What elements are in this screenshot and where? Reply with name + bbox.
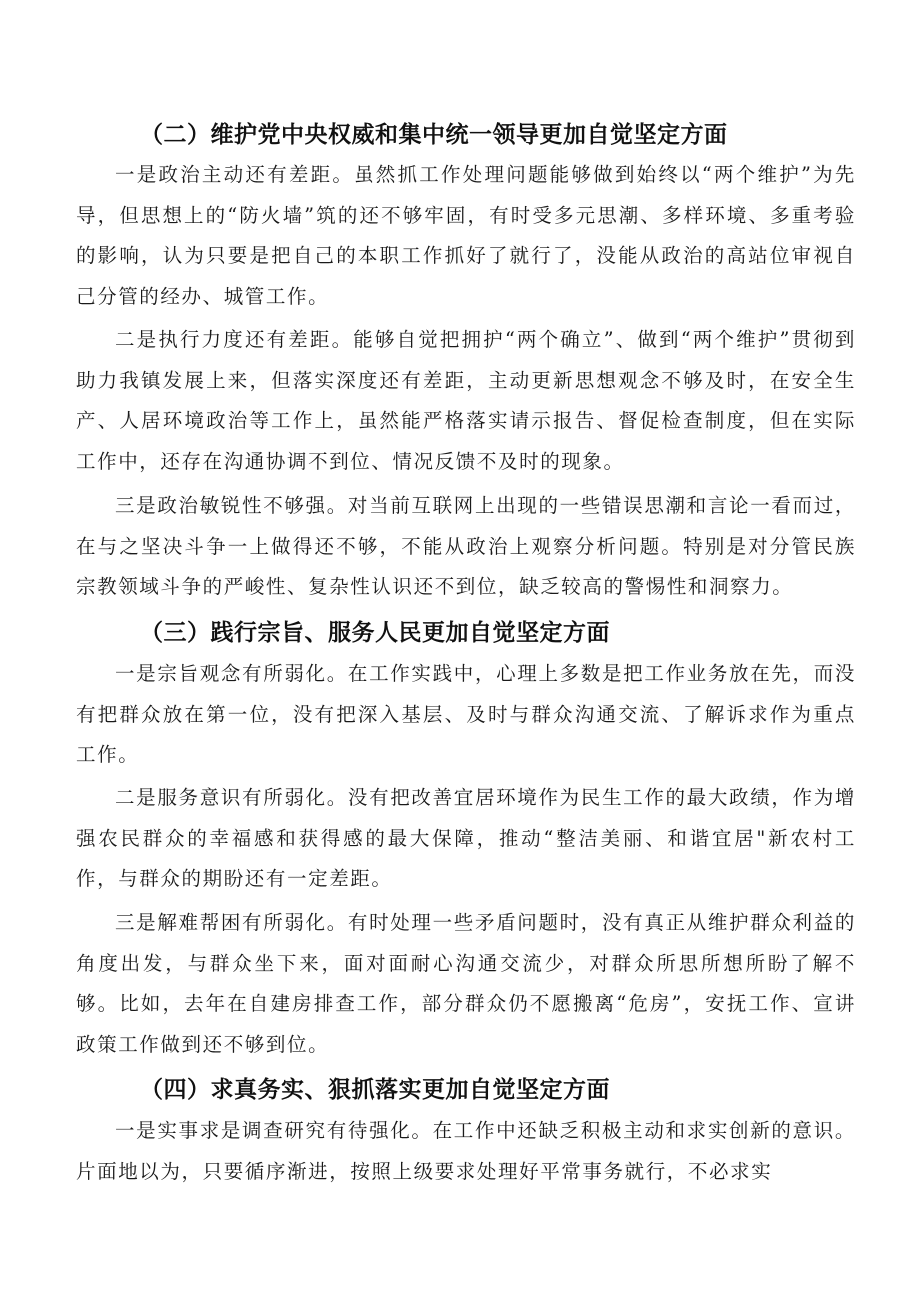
paragraph-3-1: 一是宗旨观念有所弱化。在工作实践中，心理上多数是把工作业务放在先，而没有把群众放在第一位，没有把深入基层、及时与群众沟通交流、了解诉求作为重点工作。: [76, 662, 856, 766]
paragraph-4-1: 一是实事求是调查研究有待强化。在工作中还缺乏积极主动和求实创新的意识。片面地以为，只要循序渐进，按照上级要求处理好平常事务就行，不必求实: [76, 1119, 856, 1183]
paragraph-2-1: 一是政治主动还有差距。虽然抓工作处理问题能够做到始终以“两个维护”为先导，但思想上的“防火墙”筑的还不够牢固，有时受多元思潮、多样环境、多重考验的影响，认为只要是把自己的本职工作抓好了就行了，没能从政治的高站位审视自己分管的经办、城管工作。: [76, 163, 856, 308]
section-heading-2: （二）维护党中央权威和集中统一领导更加自觉坚定方面: [140, 122, 728, 148]
section-heading-3: （三）践行宗旨、服务人民更加自觉坚定方面: [140, 620, 610, 646]
paragraph-3-3: 三是解难帮困有所弱化。有时处理一些矛盾问题时，没有真正从维护群众利益的角度出发，与群众坐下来，面对面耐心沟通交流少，对群众所思所想所盼了解不够。比如，去年在自建房排查工作，部分群众仍不愿搬离“危房”，安抚工作、宣讲政策工作做到还不够到位。: [76, 911, 856, 1056]
paragraph-2-2: 二是执行力度还有差距。能够自觉把拥护“两个确立”、做到“两个维护”贯彻到助力我镇发展上来，但落实深度还有差距，主动更新思想观念不够及时，在安全生产、人居环境政治等工作上，虽然能严格落实请示报告、督促检查制度，但在实际工作中，还存在沟通协调不到位、情况反馈不及时的现象。: [76, 328, 856, 473]
paragraph-3-2: 二是服务意识有所弱化。没有把改善宜居环境作为民生工作的最大政绩，作为增强农民群众的幸福感和获得感的最大保障，推动“整洁美丽、和谐宜居"新农村工作，与群众的期盼还有一定差距。: [76, 786, 856, 890]
section-heading-4: （四）求真务实、狠抓落实更加自觉坚定方面: [140, 1077, 610, 1103]
paragraph-2-3: 三是政治敏锐性不够强。对当前互联网上出现的一些错误思潮和言论一看而过，在与之坚决斗争一上做得还不够，不能从政治上观察分析问题。特别是对分管民族宗教领域斗争的严峻性、复杂性认识还不到位，缺乏较高的警惕性和洞察力。: [76, 494, 856, 598]
